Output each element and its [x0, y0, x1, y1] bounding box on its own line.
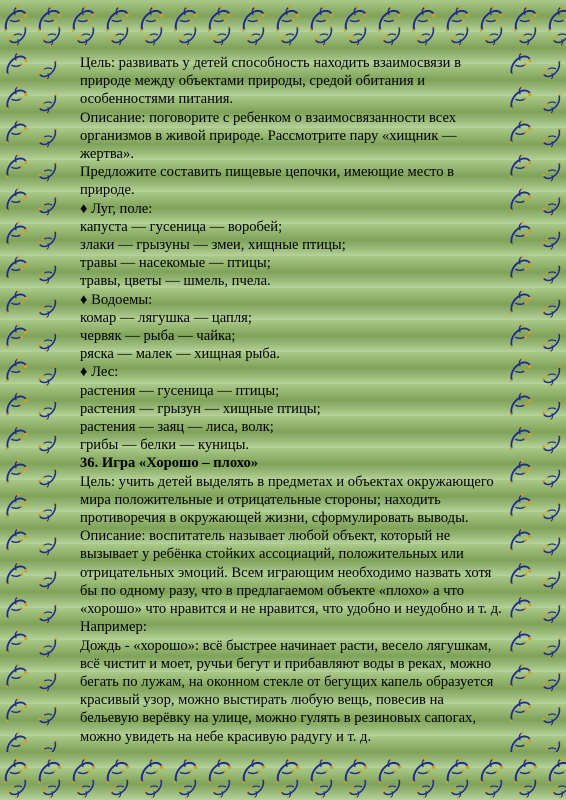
text-line: травы, цветы — шмель, пчела.	[80, 273, 271, 290]
text-line: можно увидеть на небе красивую радугу и т. д.	[80, 728, 372, 745]
section-label: ♦ Водоемы:	[80, 291, 153, 308]
text-line: бы по одному разу, что в предлагаемом объекте «плохо» а что	[80, 582, 465, 599]
text-line: Цель: развивать у детей способность находить взаимосвязи в	[80, 55, 461, 71]
text-line: Например:	[80, 619, 147, 636]
text-line: растения — грызун — хищные птицы;	[80, 400, 321, 417]
text-line: червяк — рыба — чайка;	[80, 328, 236, 345]
text-line: травы — насекомые — птицы;	[80, 255, 271, 272]
text-line: комар — лягушка — цапля;	[80, 309, 252, 326]
text-line: Цель: учить детей выделять в предметах и объектах окружающего	[80, 473, 494, 490]
ornament-border-top	[0, 0, 566, 48]
text-line: особенностями питания.	[80, 91, 234, 108]
game-heading: 36. Игра «Хорошо – плохо»	[80, 455, 259, 472]
text-line: мира положительные и отрицательные стороны; находить	[80, 491, 441, 508]
text-line: всё чистит и моет, ручьи бегут и прибавляют воды в реках, можно	[80, 655, 492, 672]
text-line: растения — гусеница — птицы;	[80, 382, 280, 399]
text-line: природе между объектами природы, средой обитания и	[80, 73, 426, 90]
text-line: Дождь - «хорошо»: всё быстрее начинает расти, весело лягушкам,	[80, 637, 492, 654]
text-line: бегать по лужам, на оконном стекле от бегущих капель образуется	[80, 673, 494, 690]
floral-ornament-icon	[0, 48, 62, 752]
text-line: Предложите составить пищевые цепочки, имеющие место в	[80, 164, 455, 181]
document-text	[80, 54, 520, 746]
text-line: ряска — малек — хищная рыба.	[80, 346, 280, 363]
text-line: «хорошо» что нравится и не нравится, что удобно и неудобно и т. д.	[80, 601, 502, 618]
text-line: Описание: поговорите с ребенком о взаимосвязанности всех	[80, 109, 457, 126]
text-line: Описание: воспитатель называет любой объект, который не	[80, 528, 451, 545]
text-line: вызывает у ребёнка стойких ассоциаций, положительных или	[80, 546, 464, 563]
section-label: ♦ Лес:	[80, 364, 119, 381]
floral-ornament-icon	[0, 752, 566, 800]
section-label: ♦ Луг, поле:	[80, 200, 153, 217]
text-line: бельевую верёвку на улице, можно гулять в резиновых сапогах,	[80, 710, 477, 727]
text-line: растения — заяц — лиса, волк;	[80, 419, 274, 436]
text-line: отрицательных эмоций. Всем играющим необходимо назвать хотя	[80, 564, 492, 581]
text-line: жертва».	[80, 146, 134, 163]
text-line: противоречия в окружающей жизни, сформулировать выводы.	[80, 510, 469, 527]
ornament-border-bottom	[0, 752, 566, 800]
text-line: злаки — грызуны — змеи, хищные птицы;	[80, 237, 346, 254]
text-line: природе.	[80, 182, 135, 199]
text-line: грибы — белки — куницы.	[80, 437, 250, 454]
ornament-border-left	[0, 48, 62, 752]
text-line: красивый узор, можно выстирать любую вещь, повесив на	[80, 692, 444, 709]
text-line: организмов в живой природе. Рассмотрите пару «хищник —	[80, 127, 457, 144]
floral-ornament-icon	[0, 0, 566, 48]
text-line: капуста — гусеница — воробей;	[80, 218, 283, 235]
